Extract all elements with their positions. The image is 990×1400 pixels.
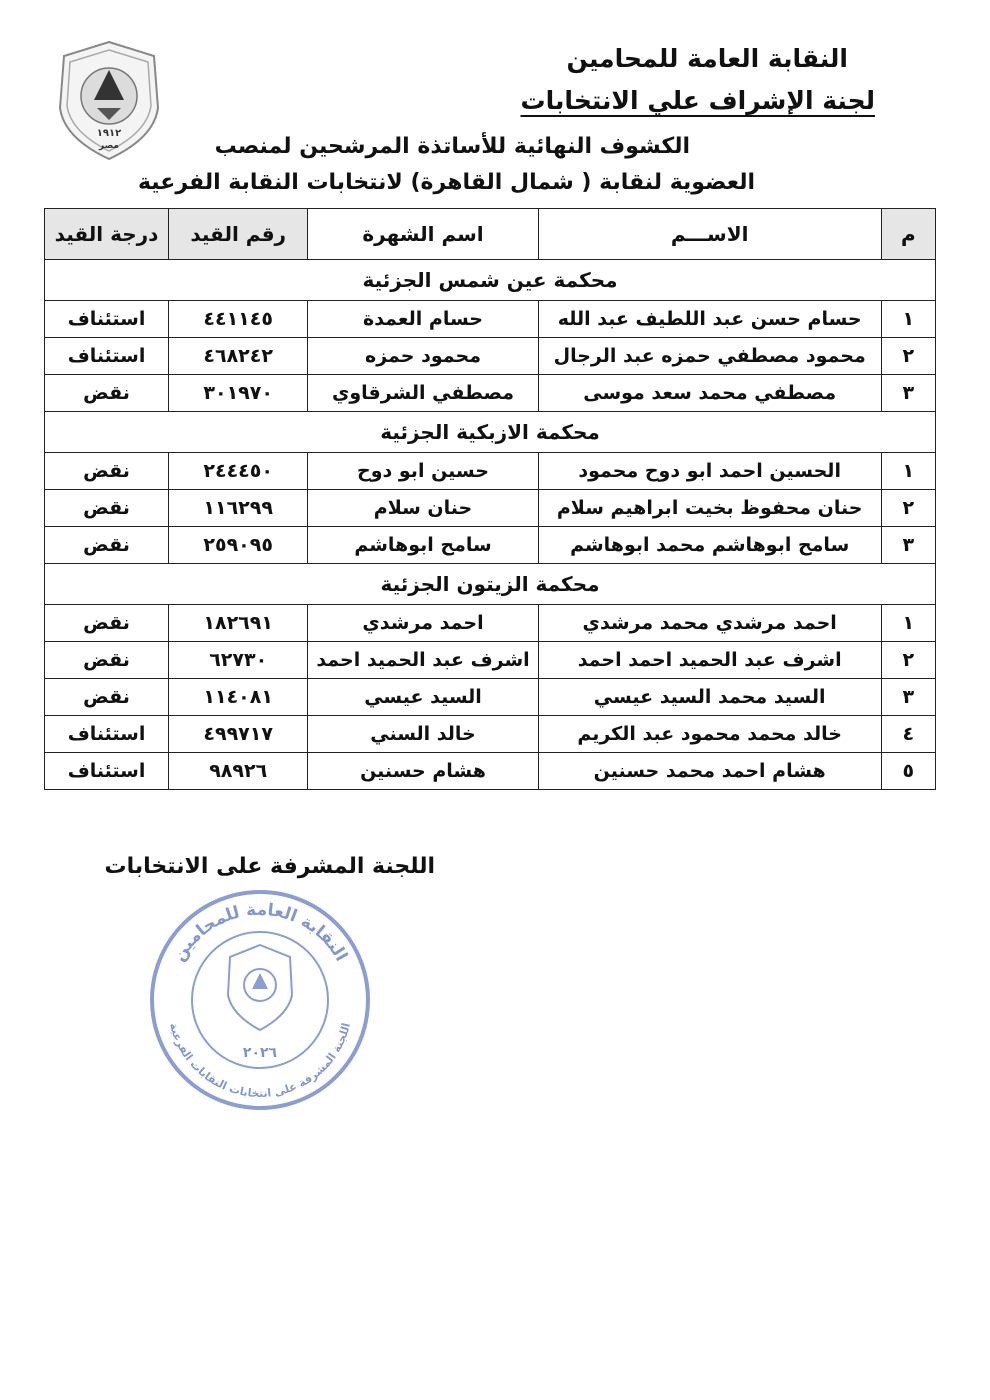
stamp-top-text: النقابة العامة للمحامين — [169, 899, 352, 965]
header-num: م — [881, 209, 935, 260]
section-title: محكمة الزيتون الجزئية — [45, 564, 936, 605]
committee-name: لجنة الإشراف علي الانتخابات — [520, 86, 875, 115]
header-name: الاســـم — [538, 209, 881, 260]
cell-name: محمود مصطفي حمزه عبد الرجال — [538, 338, 881, 375]
cell-degree: استئناف — [45, 338, 169, 375]
stamp-year: ٢٠٢٦ — [242, 1045, 278, 1061]
cell-num: ٢ — [881, 338, 935, 375]
section-row — [45, 564, 936, 605]
cell-num: ٣ — [881, 679, 935, 716]
cell-num: ٢ — [881, 642, 935, 679]
section-title: محكمة الازبكية الجزئية — [45, 412, 936, 453]
header-fame: اسم الشهرة — [308, 209, 538, 260]
table-row — [45, 753, 936, 790]
cell-reg: ٣٠١٩٧٠ — [169, 375, 308, 412]
org-name: النقابة العامة للمحامين — [566, 44, 848, 73]
cell-num: ٥ — [881, 753, 935, 790]
section-title: محكمة عين شمس الجزئية — [45, 260, 936, 301]
cell-reg: ٦٢٧٣٠ — [169, 642, 308, 679]
section-row — [45, 260, 936, 301]
cell-degree: نقض — [45, 642, 169, 679]
official-stamp — [140, 885, 380, 1115]
cell-degree: استئناف — [45, 753, 169, 790]
cell-num: ٣ — [881, 375, 935, 412]
table-row — [45, 527, 936, 564]
cell-name: السيد محمد السيد عيسي — [538, 679, 881, 716]
header-degree: درجة القيد — [45, 209, 169, 260]
cell-reg: ٩٨٩٢٦ — [169, 753, 308, 790]
cell-num: ٤ — [881, 716, 935, 753]
cell-fame: اشرف عبد الحميد احمد — [308, 642, 538, 679]
section-row — [45, 412, 936, 453]
cell-degree: نقض — [45, 527, 169, 564]
cell-degree: نقض — [45, 490, 169, 527]
table-row — [45, 490, 936, 527]
cell-name: هشام احمد محمد حسنين — [538, 753, 881, 790]
table-row — [45, 338, 936, 375]
table-row — [45, 642, 936, 679]
cell-fame: احمد مرشدي — [308, 605, 538, 642]
logo-country: مصر — [98, 141, 120, 151]
cell-reg: ٢٤٤٤٥٠ — [169, 453, 308, 490]
table-header-row — [45, 209, 936, 260]
signature-label: اللجنة المشرفة على الانتخابات — [104, 854, 435, 879]
table-row — [45, 375, 936, 412]
cell-fame: حسام العمدة — [308, 301, 538, 338]
table-row — [45, 716, 936, 753]
cell-fame: محمود حمزه — [308, 338, 538, 375]
doc-title-line2: العضوية لنقابة ( شمال القاهرة) لانتخابات النقابة الفرعية — [137, 170, 755, 195]
table-row — [45, 453, 936, 490]
cell-fame: مصطفي الشرقاوي — [308, 375, 538, 412]
table-row — [45, 679, 936, 716]
cell-fame: خالد السني — [308, 716, 538, 753]
cell-name: خالد محمد محمود عبد الكريم — [538, 716, 881, 753]
cell-num: ٢ — [881, 490, 935, 527]
cell-name: سامح ابوهاشم محمد ابوهاشم — [538, 527, 881, 564]
table-row — [45, 301, 936, 338]
cell-degree: نقض — [45, 679, 169, 716]
cell-reg: ٤٦٨٢٤٢ — [169, 338, 308, 375]
stamp-bottom-text: اللجنة المشرفة على انتخابات النقابات الفرعية — [167, 1021, 353, 1101]
cell-fame: السيد عيسي — [308, 679, 538, 716]
cell-name: حنان محفوظ بخيت ابراهيم سلام — [538, 490, 881, 527]
cell-fame: حسين ابو دوح — [308, 453, 538, 490]
doc-title-line1: الكشوف النهائية للأساتذة المرشحين لمنصب — [214, 134, 690, 159]
cell-fame: هشام حسنين — [308, 753, 538, 790]
cell-name: حسام حسن عبد اللطيف عبد الله — [538, 301, 881, 338]
cell-degree: نقض — [45, 453, 169, 490]
cell-reg: ٢٥٩٠٩٥ — [169, 527, 308, 564]
logo-year: ١٩١٢ — [96, 128, 122, 139]
header-reg: رقم القيد — [169, 209, 308, 260]
cell-name: مصطفي محمد سعد موسى — [538, 375, 881, 412]
cell-fame: حنان سلام — [308, 490, 538, 527]
candidates-table — [44, 208, 936, 790]
cell-num: ٣ — [881, 527, 935, 564]
cell-num: ١ — [881, 453, 935, 490]
cell-reg: ٤٩٩٧١٧ — [169, 716, 308, 753]
cell-reg: ١٨٢٦٩١ — [169, 605, 308, 642]
cell-degree: نقض — [45, 605, 169, 642]
cell-name: اشرف عبد الحميد احمد احمد — [538, 642, 881, 679]
cell-degree: استئناف — [45, 716, 169, 753]
cell-reg: ١١٤٠٨١ — [169, 679, 308, 716]
cell-num: ١ — [881, 301, 935, 338]
cell-name: احمد مرشدي محمد مرشدي — [538, 605, 881, 642]
bar-association-logo — [54, 38, 164, 163]
cell-reg: ١١٦٢٩٩ — [169, 490, 308, 527]
cell-name: الحسين احمد ابو دوح محمود — [538, 453, 881, 490]
cell-reg: ٤٤١١٤٥ — [169, 301, 308, 338]
table-row — [45, 605, 936, 642]
cell-degree: نقض — [45, 375, 169, 412]
cell-degree: استئناف — [45, 301, 169, 338]
cell-fame: سامح ابوهاشم — [308, 527, 538, 564]
cell-num: ١ — [881, 605, 935, 642]
